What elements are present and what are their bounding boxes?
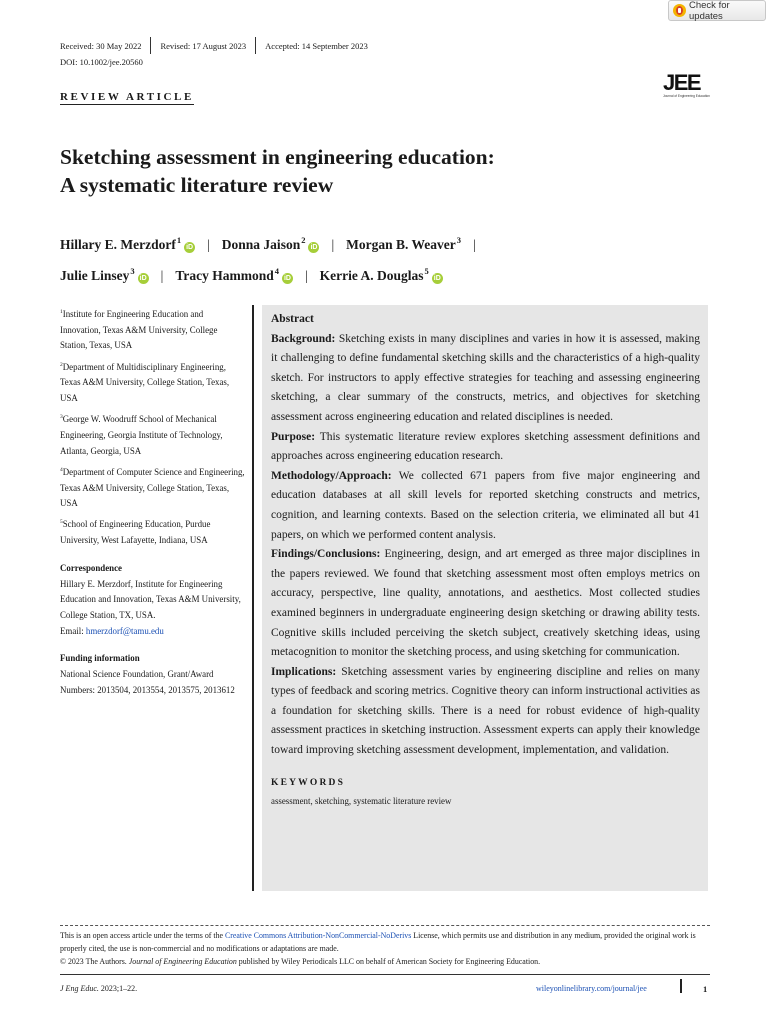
affiliation bbox=[60, 463, 245, 512]
copyright-journal: Journal of Engineering Education bbox=[128, 957, 237, 967]
license-text-part: This is an open access article under the terms of the bbox=[60, 931, 225, 940]
keywords-heading: KEYWORDS bbox=[271, 777, 346, 788]
author-affiliation-number: 5 bbox=[424, 266, 429, 276]
affiliation-number: 3 bbox=[60, 414, 63, 421]
author-separator: | bbox=[160, 268, 164, 283]
abstract-section-text: We collected 671 papers from five major engineering and education databases at all skill levels for reported sketching constructs and metrics, cognition, and learning contexts. Based on the selection criteria, we eliminated all but 41 papers, on which we performed content analysis. bbox=[271, 469, 700, 541]
copyright-part: © 2023 The Authors. bbox=[60, 957, 129, 967]
funding-text: National Science Foundation, Grant/Award Numbers: 2013504, 2013554, 2013575, 2013612 bbox=[60, 669, 235, 695]
received-date: Received: 30 May 2022 bbox=[60, 40, 142, 51]
author-affiliation-number: 2 bbox=[301, 235, 306, 245]
author bbox=[175, 268, 293, 283]
footnote-divider bbox=[60, 925, 710, 926]
abstract-section-text: This systematic literature review explores sketching assessment definitions and approaches across engineering education research. bbox=[271, 430, 700, 463]
author-name: Donna Jaison bbox=[221, 237, 301, 252]
affiliation-number: 1 bbox=[60, 309, 63, 315]
author-affiliation-number: 4 bbox=[274, 266, 279, 276]
article-title bbox=[60, 143, 680, 199]
affiliation bbox=[60, 358, 245, 407]
article-dates bbox=[60, 37, 368, 54]
author-name: Julie Linsey bbox=[60, 268, 130, 283]
license-text-part: License, which permits use and distribution in any medium, provided the original work is properly cited, the use is non-commercial and no modifications or adaptations are made. bbox=[60, 931, 696, 954]
orcid-icon[interactable]: iD bbox=[139, 275, 147, 282]
author-affiliation-number: 3 bbox=[130, 266, 135, 276]
citation-journal: J Eng Educ. bbox=[60, 984, 99, 993]
orcid-icon[interactable]: iD bbox=[310, 244, 318, 251]
abstract-paragraph bbox=[271, 467, 700, 545]
abstract-section-text: Sketching assessment varies by engineering discipline and relies on many types of feedback and scoring metrics. Cognitive theory can inform instructional activities as a foundation for sketching skills. There is a need for robust evidence of high-quality assessment practices in sketching instruction. Assessment experts can apply their knowledge toward improving sketching assessment development, implementation, and validation. bbox=[271, 665, 700, 757]
orcid-icon[interactable]: iD bbox=[433, 275, 441, 282]
correspondence-heading: Correspondence bbox=[60, 562, 122, 573]
abstract-section-text: Sketching exists in many disciplines and varies in how it is assessed, making it challenging to define fundamental sketching skills and the characteristics of a high-quality sketch. For instructors to apply effective strategies for teaching and assessing engineering sketching, a clear summary of the constructs, metrics, and objectives for sketching assessment across engineering education and related disciplines is needed. bbox=[271, 332, 700, 423]
check-for-updates-button[interactable] bbox=[668, 0, 766, 21]
author bbox=[346, 237, 461, 252]
author bbox=[222, 237, 320, 252]
email-label: Email: bbox=[60, 625, 86, 636]
abstract-paragraph bbox=[271, 663, 700, 761]
journal-logo bbox=[663, 70, 710, 98]
orcid-icon[interactable]: iD bbox=[186, 244, 194, 251]
citation-volume: 2023;1–22. bbox=[98, 984, 138, 993]
article-info-sidebar bbox=[60, 305, 245, 698]
title-line: A systematic literature review bbox=[60, 173, 334, 197]
page-number: 1 bbox=[703, 984, 708, 994]
license-notice bbox=[60, 929, 710, 969]
copyright-text bbox=[60, 955, 710, 968]
abstract-section-label: Background: bbox=[271, 332, 336, 345]
abstract-section-label: Implications: bbox=[271, 665, 337, 678]
crossmark-icon bbox=[673, 4, 686, 17]
affiliation-text: George W. Woodruff School of Mechanical Engineering, Georgia Institute of Technology, Atlanta, Georgia, USA bbox=[60, 414, 223, 456]
license-link[interactable]: Creative Commons Attribution-NonCommercial-NoDerivs bbox=[225, 931, 412, 940]
abstract-section-label: Findings/Conclusions: bbox=[271, 548, 381, 561]
footer-divider bbox=[680, 979, 682, 993]
abstract-paragraph bbox=[271, 330, 700, 428]
affiliation-number: 4 bbox=[60, 466, 63, 473]
author-affiliation-number: 3 bbox=[456, 235, 462, 245]
abstract-paragraph bbox=[271, 428, 700, 467]
author-separator: | bbox=[304, 268, 308, 283]
email-link[interactable]: hmerzdorf@tamu.edu bbox=[85, 625, 164, 636]
author bbox=[320, 268, 443, 283]
abstract-box bbox=[262, 305, 708, 891]
author-name: Hillary E. Merzdorf bbox=[60, 237, 176, 252]
author-name: Morgan B. Weaver bbox=[346, 237, 456, 252]
author bbox=[60, 268, 149, 283]
citation bbox=[60, 984, 137, 993]
author-line bbox=[60, 227, 700, 258]
affiliation bbox=[60, 515, 245, 548]
journal-url[interactable]: wileyonlinelibrary.com/journal/jee bbox=[536, 984, 647, 993]
copyright-part: published by Wiley Periodicals LLC on behalf of American Society for Engineering Education. bbox=[236, 957, 541, 967]
orcid-icon[interactable]: iD bbox=[283, 275, 291, 282]
affiliation bbox=[60, 305, 245, 354]
correspondence-text bbox=[60, 577, 245, 640]
revised-date: Revised: 17 August 2023 bbox=[160, 40, 247, 51]
abstract-section-text: Engineering, design, and art emerged as three major disciplines in the papers reviewed. We found that sketching assessment most often employs metrics on accuracy, perspective, line quality, annotations, and aesthetics. Most collected studies examined beginners in undergraduate engineering design sketching or drawing ability tests. Cognitive skills included perceiving the sketch subject, creatively sketching ideas, using metacognition to monitor the sketching process, and using sketching for communication. bbox=[271, 548, 700, 659]
author-name: Kerrie A. Douglas bbox=[319, 268, 424, 283]
affiliation bbox=[60, 410, 245, 459]
date-divider bbox=[255, 37, 256, 54]
journal-logo-subtitle: Journal of Engineering Education bbox=[663, 94, 710, 98]
abstract-section-label: Methodology/Approach: bbox=[271, 469, 392, 482]
date-divider bbox=[150, 37, 151, 54]
funding-heading: Funding information bbox=[60, 653, 140, 664]
accepted-date: Accepted: 14 September 2023 bbox=[265, 40, 368, 51]
author-separator: | bbox=[473, 237, 476, 252]
doi: DOI: 10.1002/jee.20560 bbox=[60, 57, 143, 67]
author bbox=[60, 237, 195, 252]
affiliation-number: 2 bbox=[60, 361, 63, 368]
abstract-section-label: Purpose: bbox=[271, 430, 316, 443]
affiliation-number: 5 bbox=[60, 519, 63, 526]
author-line bbox=[60, 258, 700, 289]
author-affiliation-number: 1 bbox=[176, 235, 182, 245]
license-text bbox=[60, 929, 710, 955]
author-separator: | bbox=[207, 237, 210, 252]
author-name: Tracy Hammond bbox=[175, 268, 274, 283]
author-separator: | bbox=[331, 237, 335, 252]
affiliation-text: Institute for Engineering Education and Innovation, Texas A&M University, College Station, Texas, USA bbox=[60, 309, 218, 351]
affiliation-text: Department of Multidisciplinary Engineering, Texas A&M University, College Station, Texas, USA bbox=[60, 361, 230, 404]
affiliation-text: Department of Computer Science and Engineering, Texas A&M University, College Station, Texas, USA bbox=[60, 466, 245, 509]
title-line: Sketching assessment in engineering education: bbox=[60, 145, 495, 169]
abstract-rule bbox=[252, 305, 254, 891]
author-list bbox=[60, 227, 700, 289]
affiliation-text: School of Engineering Education, Purdue University, West Lafayette, Indiana, USA bbox=[60, 519, 211, 546]
journal-logo-text: JEE bbox=[663, 70, 701, 95]
check-for-updates-label: Check for updates bbox=[689, 0, 730, 22]
correspondence-address: Hillary E. Merzdorf, Institute for Engineering Education and Innovation, Texas A&M University, College Station, TX, USA. bbox=[60, 578, 241, 620]
abstract-paragraph bbox=[271, 545, 700, 663]
abstract-heading: Abstract bbox=[271, 313, 314, 325]
footer-rule bbox=[60, 974, 710, 975]
article-type: REVIEW ARTICLE bbox=[60, 91, 194, 103]
keywords-list: assessment, sketching, systematic literature review bbox=[271, 795, 452, 806]
